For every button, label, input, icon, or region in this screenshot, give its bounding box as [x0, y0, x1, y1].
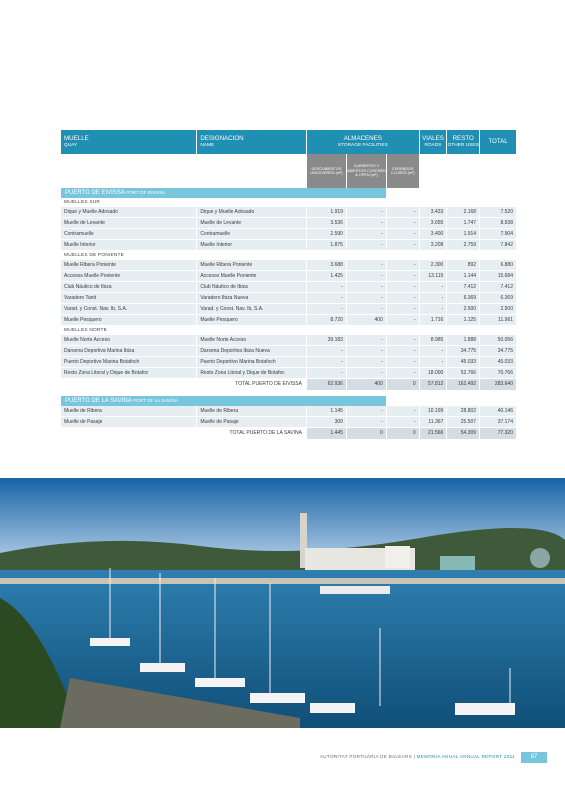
cell-quay: Varadero Tanit [61, 293, 196, 304]
cell-other: 2.759 [447, 240, 479, 251]
cell-unc: - [307, 346, 346, 357]
page-number: 87 [521, 752, 547, 763]
cell-name: Muelle de Levante [197, 218, 306, 229]
cell-quay: Muelle Pesquero [61, 315, 196, 326]
cell-clo: - [387, 417, 419, 428]
cell-quay: Muelle Interior [61, 240, 196, 251]
total-row [61, 428, 516, 439]
cell-roads: 18.000 [420, 368, 447, 379]
cell-roads: 2.300 [420, 260, 447, 271]
cell-other: 2.168 [447, 207, 479, 218]
table-row [61, 260, 516, 271]
cell-unc: 8.720 [307, 315, 346, 326]
total-other: 162.492 [447, 379, 479, 390]
cell-total: 6.880 [480, 260, 516, 271]
table-row [61, 271, 516, 282]
cell-clo: - [387, 229, 419, 240]
cell-cov: - [347, 346, 386, 357]
cell-name: Muelle Ribera Poniente [197, 260, 306, 271]
table-row [61, 357, 516, 368]
harbour-photo [0, 478, 565, 728]
cell-unc: - [307, 282, 346, 293]
cell-other: 28.802 [447, 406, 479, 417]
table-row [61, 229, 516, 240]
cell-quay: Muelle de Pasaje [61, 417, 196, 428]
cell-name: Darsena Deportiva Ibiza Nueva [197, 346, 306, 357]
cell-name: Resto Zona Litoral y Dique de Botafoc [197, 368, 306, 379]
cell-name: Muelle Norte Acceso [197, 335, 306, 346]
cell-name: Muelle Interior [197, 240, 306, 251]
cell-name: Varad. y Const. Nav. Ib, S.A. [197, 304, 306, 315]
cell-other: 45.033 [447, 357, 479, 368]
page-footer [0, 750, 565, 766]
cell-clo: - [387, 346, 419, 357]
footer-separator: | [413, 754, 416, 759]
cell-other: 1.125 [447, 315, 479, 326]
footer-authority: AUTORITAT PORTUÀRIA DE BALEARS [319, 754, 412, 759]
cell-cov: - [347, 417, 386, 428]
cell-name: Club Náutico de Ibiza [197, 282, 306, 293]
footer-report: MEMÒRIA ANUAL ANNUAL REPORT 2011 [416, 754, 515, 759]
cell-cov: - [347, 271, 386, 282]
cell-roads: - [420, 293, 447, 304]
cell-cov: 400 [347, 315, 386, 326]
total-other: 54.309 [447, 428, 479, 439]
cell-clo: - [387, 315, 419, 326]
total-clo: 0 [387, 379, 419, 390]
total-unc: 62.936 [307, 379, 346, 390]
cell-cov: - [347, 207, 386, 218]
cell-roads: - [420, 304, 447, 315]
cell-cov: - [347, 406, 386, 417]
subheader-uncovered: DESCUBIERTOS UNCOVERED (m²) [307, 154, 346, 188]
table-row [61, 293, 516, 304]
cell-total: 45.033 [480, 357, 516, 368]
total-row [61, 379, 516, 390]
cell-other: 892 [447, 260, 479, 271]
section-header [61, 188, 516, 198]
section-title: PUERTO DE LA SAVINA PORT OF LA SAVINA [61, 396, 386, 406]
cell-roads: 13.115 [420, 271, 447, 282]
cell-roads: - [420, 357, 447, 368]
cell-other: 2.500 [447, 304, 479, 315]
section-header [61, 396, 516, 406]
cell-unc: 1.425 [307, 271, 346, 282]
cell-quay: Varad. y Const. Nav. Ib, S.A. [61, 304, 196, 315]
table-row [61, 207, 516, 218]
cell-unc: - [307, 368, 346, 379]
cell-quay: Muelle Ribera Poniente [61, 260, 196, 271]
cell-name: Muelle de Ribera [197, 406, 306, 417]
cell-cov: - [347, 335, 386, 346]
total-unc: 1.445 [307, 428, 346, 439]
cell-cov: - [347, 368, 386, 379]
total-label: TOTAL PUERTO DE EIVISSA [61, 379, 306, 390]
total-cov: 0 [347, 428, 386, 439]
cell-total: 7.904 [480, 229, 516, 240]
cell-other: 1.888 [447, 335, 479, 346]
footer-text [320, 754, 515, 759]
cell-cov: - [347, 218, 386, 229]
cell-cov: - [347, 304, 386, 315]
cell-clo: - [387, 368, 419, 379]
cell-roads: 11.367 [420, 417, 447, 428]
total-cov: 400 [347, 379, 386, 390]
group-title: MUELLES DE PONIENTE [64, 253, 125, 258]
cell-cov: - [347, 357, 386, 368]
header-quay: MUELLE QUAY [61, 130, 196, 154]
subheader-row [61, 154, 516, 188]
cell-unc: 300 [307, 417, 346, 428]
cell-other: 52.766 [447, 368, 479, 379]
total-label: TOTAL PUERTO DE LA SAVINA [61, 428, 306, 439]
cell-roads: 8.985 [420, 335, 447, 346]
cell-unc: - [307, 357, 346, 368]
cell-total: 37.174 [480, 417, 516, 428]
total-roads: 21.566 [420, 428, 447, 439]
table-row [61, 304, 516, 315]
cell-clo: - [387, 304, 419, 315]
cell-total: 70.766 [480, 368, 516, 379]
cell-clo: - [387, 271, 419, 282]
header-row [61, 130, 516, 154]
cell-total: 7.842 [480, 240, 516, 251]
cell-clo: - [387, 335, 419, 346]
cell-total: 7.412 [480, 282, 516, 293]
cell-cov: - [347, 240, 386, 251]
harbour-photo-icon [0, 478, 565, 728]
cell-other: 7.412 [447, 282, 479, 293]
cell-cov: - [347, 282, 386, 293]
cell-quay: Accesos Muelle Poniente [61, 271, 196, 282]
cell-clo: - [387, 207, 419, 218]
table-row [61, 417, 516, 428]
cell-roads: 10.199 [420, 406, 447, 417]
cell-total: 6.369 [480, 293, 516, 304]
cell-total: 40.146 [480, 406, 516, 417]
cell-name: Puerto Deportivo Marina Botafoch [197, 357, 306, 368]
table-row [61, 406, 516, 417]
table-row [61, 315, 516, 326]
cell-name: Accesos Muelle Poniente [197, 271, 306, 282]
header-storage: ALMACENES STORAGE FACILITIES [307, 130, 419, 154]
cell-total: 11.961 [480, 315, 516, 326]
cell-other: 25.507 [447, 417, 479, 428]
table-row [61, 346, 516, 357]
total-total: 283.640 [480, 379, 516, 390]
cell-unc: 3.688 [307, 260, 346, 271]
section-title: PUERTO DE EIVISSA PORT OF EIVISSA [61, 188, 386, 198]
cell-unc: 2.590 [307, 229, 346, 240]
cell-clo: - [387, 240, 419, 251]
data-table [60, 130, 517, 445]
group-header [61, 326, 516, 335]
cell-clo: - [387, 260, 419, 271]
table-row [61, 218, 516, 229]
cell-unc: - [307, 304, 346, 315]
subheader-covered: CUBIERTOS Y ABIERTOS COVERED & OPEN (m²) [347, 154, 386, 188]
cell-cov: - [347, 229, 386, 240]
total-clo: 0 [387, 428, 419, 439]
cell-unc: - [307, 293, 346, 304]
cell-unc: 3.536 [307, 218, 346, 229]
cell-roads: 1.716 [420, 315, 447, 326]
group-title: MUELLES NORTE [64, 328, 108, 333]
cell-clo: - [387, 293, 419, 304]
cell-quay: Resto Zona Litoral y Dique de Botafoc [61, 368, 196, 379]
cell-roads: 3.655 [420, 218, 447, 229]
cell-roads: - [420, 346, 447, 357]
cell-roads: 3.433 [420, 207, 447, 218]
table-row [61, 335, 516, 346]
cell-other: 1.747 [447, 218, 479, 229]
cell-cov: - [347, 293, 386, 304]
cell-name: Contramuelle [197, 229, 306, 240]
cell-roads: 3.400 [420, 229, 447, 240]
cell-quay: Muelle de Levante [61, 218, 196, 229]
cell-total: 2.500 [480, 304, 516, 315]
header-name: DESIGNACION NAME [197, 130, 306, 154]
cell-total: 8.938 [480, 218, 516, 229]
cell-name: Muelle de Pasaje [197, 417, 306, 428]
cell-other: 6.369 [447, 293, 479, 304]
cell-clo: - [387, 406, 419, 417]
cell-cov: - [347, 260, 386, 271]
cell-total: 50.056 [480, 335, 516, 346]
table-row [61, 282, 516, 293]
cell-roads: - [420, 282, 447, 293]
cell-name: Varadero Ibiza Nueva [197, 293, 306, 304]
cell-total: 15.684 [480, 271, 516, 282]
cell-quay: Puerto Deportivo Marina Botafoch [61, 357, 196, 368]
cell-other: 1.144 [447, 271, 479, 282]
group-header [61, 251, 516, 260]
header-other-uses: RESTO OTHER USES [447, 130, 479, 154]
cell-clo: - [387, 282, 419, 293]
total-total: 77.320 [480, 428, 516, 439]
cell-quay: Dique y Muelle Adosado [61, 207, 196, 218]
port-areas-table [60, 130, 517, 445]
cell-unc: 39.183 [307, 335, 346, 346]
cell-name: Dique y Muelle Adosado [197, 207, 306, 218]
cell-quay: Muelle de Ribera [61, 406, 196, 417]
cell-other: 1.914 [447, 229, 479, 240]
cell-total: 7.520 [480, 207, 516, 218]
cell-other: 34.775 [447, 346, 479, 357]
cell-name: Muelle Pesquero [197, 315, 306, 326]
table-row [61, 368, 516, 379]
cell-quay: Muelle Norte Acceso [61, 335, 196, 346]
cell-quay: Darsena Deportiva Marina Ibiza [61, 346, 196, 357]
cell-quay: Club Náutico de Ibiza [61, 282, 196, 293]
table-row [61, 240, 516, 251]
group-title: MUELLES SUR [64, 200, 101, 205]
total-roads: 57.812 [420, 379, 447, 390]
header-total: TOTAL [480, 130, 516, 154]
cell-clo: - [387, 218, 419, 229]
cell-clo: - [387, 357, 419, 368]
group-header [61, 198, 516, 207]
cell-roads: 3.208 [420, 240, 447, 251]
cell-unc: 1.875 [307, 240, 346, 251]
cell-unc: 1.145 [307, 406, 346, 417]
cell-unc: 1.919 [307, 207, 346, 218]
cell-quay: Contramuelle [61, 229, 196, 240]
subheader-closed: CERRADOS CLOSED (m²) [387, 154, 419, 188]
header-roads: VIALES ROADS [420, 130, 447, 154]
cell-total: 34.775 [480, 346, 516, 357]
